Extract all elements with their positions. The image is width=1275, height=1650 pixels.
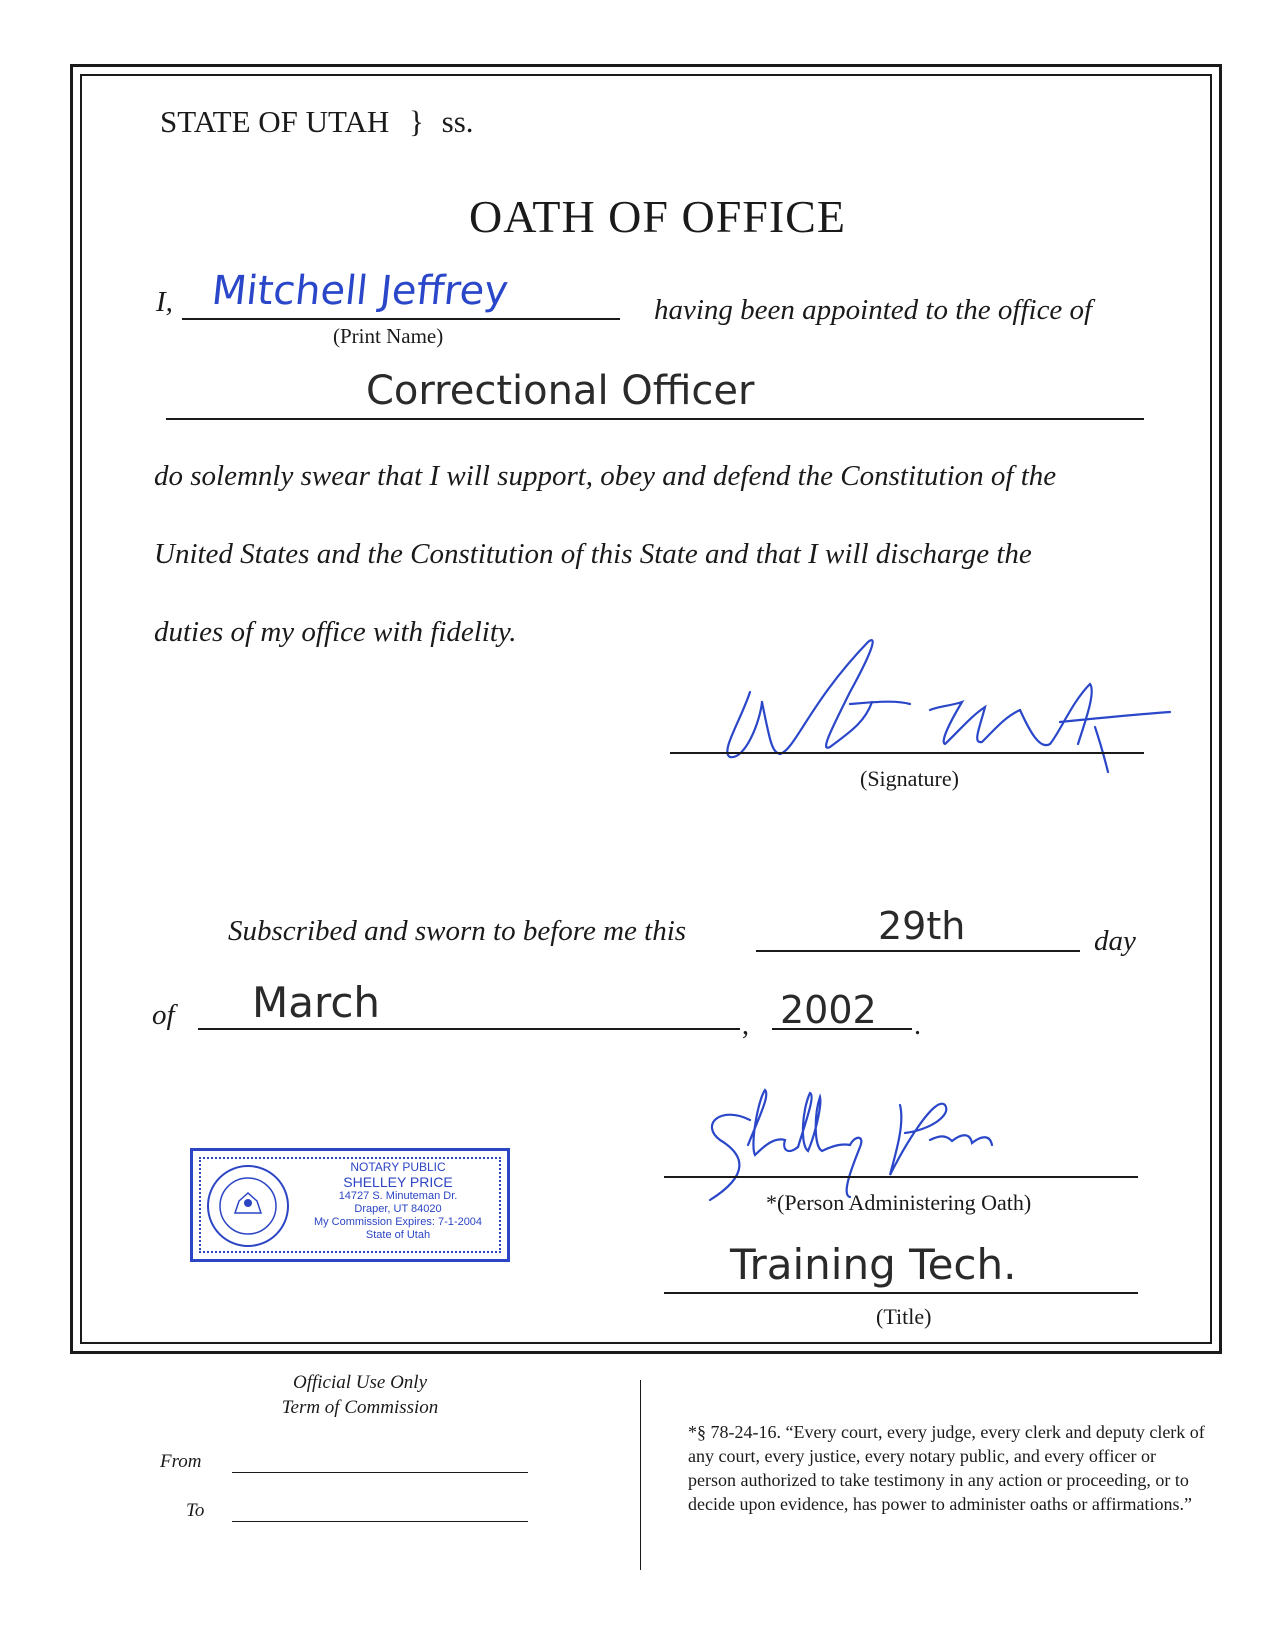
day-line — [756, 950, 1080, 952]
ss-label: ss. — [441, 104, 474, 139]
oath-line-3: duties of my office with fidelity. — [154, 616, 517, 648]
to-label: To — [186, 1500, 205, 1521]
stamp-line-5: My Commission Expires: 7-1-2004 — [313, 1216, 483, 1228]
month-line — [198, 1028, 740, 1030]
stamp-line-3: 14727 S. Minuteman Dr. — [338, 1190, 458, 1202]
day-label: day — [1094, 925, 1136, 957]
print-name-caption: (Print Name) — [333, 324, 444, 348]
stamp-line-1: NOTARY PUBLIC — [350, 1160, 446, 1174]
state-heading — [160, 104, 474, 140]
from-label: From — [160, 1451, 202, 1472]
from-line[interactable] — [232, 1472, 528, 1473]
stamp-line-6: State of Utah — [365, 1229, 431, 1241]
administrator-line — [664, 1176, 1138, 1178]
title-caption: (Title) — [876, 1304, 932, 1329]
stamp-line-4: Draper, UT 84020 — [354, 1203, 442, 1215]
of-label: of — [152, 999, 175, 1031]
name-line — [182, 318, 620, 320]
sworn-intro: Subscribed and sworn to before me this — [228, 915, 687, 947]
appointed-text: having been appointed to the office of — [654, 294, 1093, 326]
signature-caption: (Signature) — [860, 766, 959, 791]
day-handwritten: 29th — [878, 904, 966, 948]
period: . — [914, 1010, 921, 1041]
official-use-heading-2: Term of Commission — [281, 1397, 439, 1418]
brace: } — [409, 104, 424, 139]
stamp-text-block — [293, 1161, 503, 1242]
stamp-line-2: SHELLEY PRICE — [343, 1174, 453, 1190]
to-line[interactable] — [232, 1521, 528, 1522]
officer-signature — [700, 632, 1180, 782]
state-seal-icon — [205, 1163, 291, 1249]
comma: , — [742, 1010, 749, 1041]
title-line — [664, 1292, 1138, 1294]
printed-name-handwritten: Mitchell Jeffrey — [209, 268, 511, 314]
oath-line-2: United States and the Constitution of this State and that I will discharge the — [154, 538, 1032, 570]
official-use-heading-1: Official Use Only — [292, 1372, 428, 1393]
notary-stamp — [190, 1148, 510, 1262]
title-handwritten: Training Tech. — [730, 1240, 1017, 1289]
page-title: OATH OF OFFICE — [469, 191, 846, 242]
month-handwritten: March — [252, 978, 381, 1027]
pronoun: I, — [156, 286, 173, 318]
administrator-caption: *(Person Administering Oath) — [766, 1190, 1032, 1215]
statute-footnote: *§ 78-24-16. “Every court, every judge, every clerk and deputy clerk of any court, every justice, every notary public, and every officer or person authorized to take testimony in any action or proceeding, or to decide upon evidence, has power to administer oaths or affirmations.” — [688, 1422, 1205, 1514]
year-handwritten: 2002 — [780, 988, 877, 1032]
official-use-heading — [250, 1370, 470, 1420]
oath-line-1: do solemnly swear that I will support, obey and defend the Constitution of the — [154, 460, 1057, 492]
office-line — [166, 418, 1144, 420]
footer-divider — [640, 1380, 641, 1570]
state-name: STATE OF UTAH — [160, 104, 390, 139]
office-handwritten: Correctional Officer — [366, 368, 755, 414]
signature-line — [670, 752, 1144, 754]
